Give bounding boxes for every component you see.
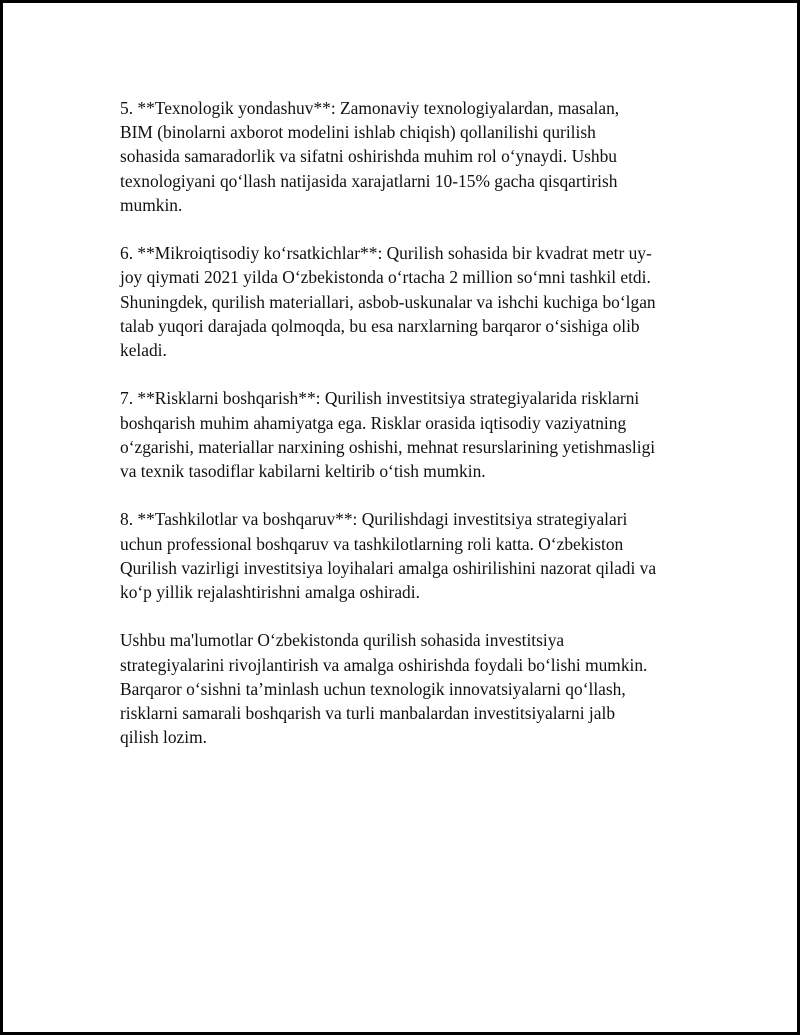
document-body <box>120 96 700 774</box>
paragraph-conclusion: Ushbu ma'lumotlar Oʻzbekistonda qurilish sohasida investitsiya strategiyalarini rivojlantirish va amalga oshirishda foydali boʻlishi mumkin. Barqaror oʻsishni taʼminlash uchun texnologik innovatsiyalarni qoʻllash, risklarni samarali boshqarish va turli manbalardan investitsiyalarni jalb qilish lozim. <box>120 630 648 748</box>
paragraph-microeconomic-indicators: 6. **Mikroiqtisodiy koʻrsatkichlar**: Qurilish sohasida bir kvadrat metr uy- joy qiymati 2021 yilda Oʻzbekistonda oʻrtacha 2 million soʻmni tashkil etdi. Shuningdek, qurilish materiallari, asbob-uskunalar va ishchi kuchiga boʻlgan talab yuqori darajada qolmoqda, bu esa narxlarning barqaror oʻsishiga olib keladi. <box>120 243 656 361</box>
paragraph-technological-approach: 5. **Texnologik yondashuv**: Zamonaviy texnologiyalardan, masalan, BIM (binolarni axborot modelini ishlab chiqish) qollanilishi qurilish sohasida samaradorlik va sifatni oshirishda muhim rol oʻynaydi. Ushbu texnologiyani qoʻllash natijasida xarajatlarni 10-15% gacha qisqartirish mumkin. <box>120 98 620 215</box>
paragraph-risk-management: 7. **Risklarni boshqarish**: Qurilish investitsiya strategiyalarida risklarni boshqarish muhim ahamiyatga ega. Risklar orasida iqtisodiy vaziyatning oʻzgarishi, materiallar narxining oshishi, mehnat resurslarining yetishmasligi va texnik tasodiflar kabilarni keltirib oʻtish mumkin. <box>120 388 656 482</box>
paragraph-organizations-management: 8. **Tashkilotlar va boshqaruv**: Qurilishdagi investitsiya strategiyalari uchun professional boshqaruv va tashkilotlarning roli katta. Oʻzbekiston Qurilish vazirligi investitsiya loyihalari amalga oshirilishini nazorat qiladi va koʻp yillik rejalashtirishni amalga oshiradi. <box>120 509 657 603</box>
